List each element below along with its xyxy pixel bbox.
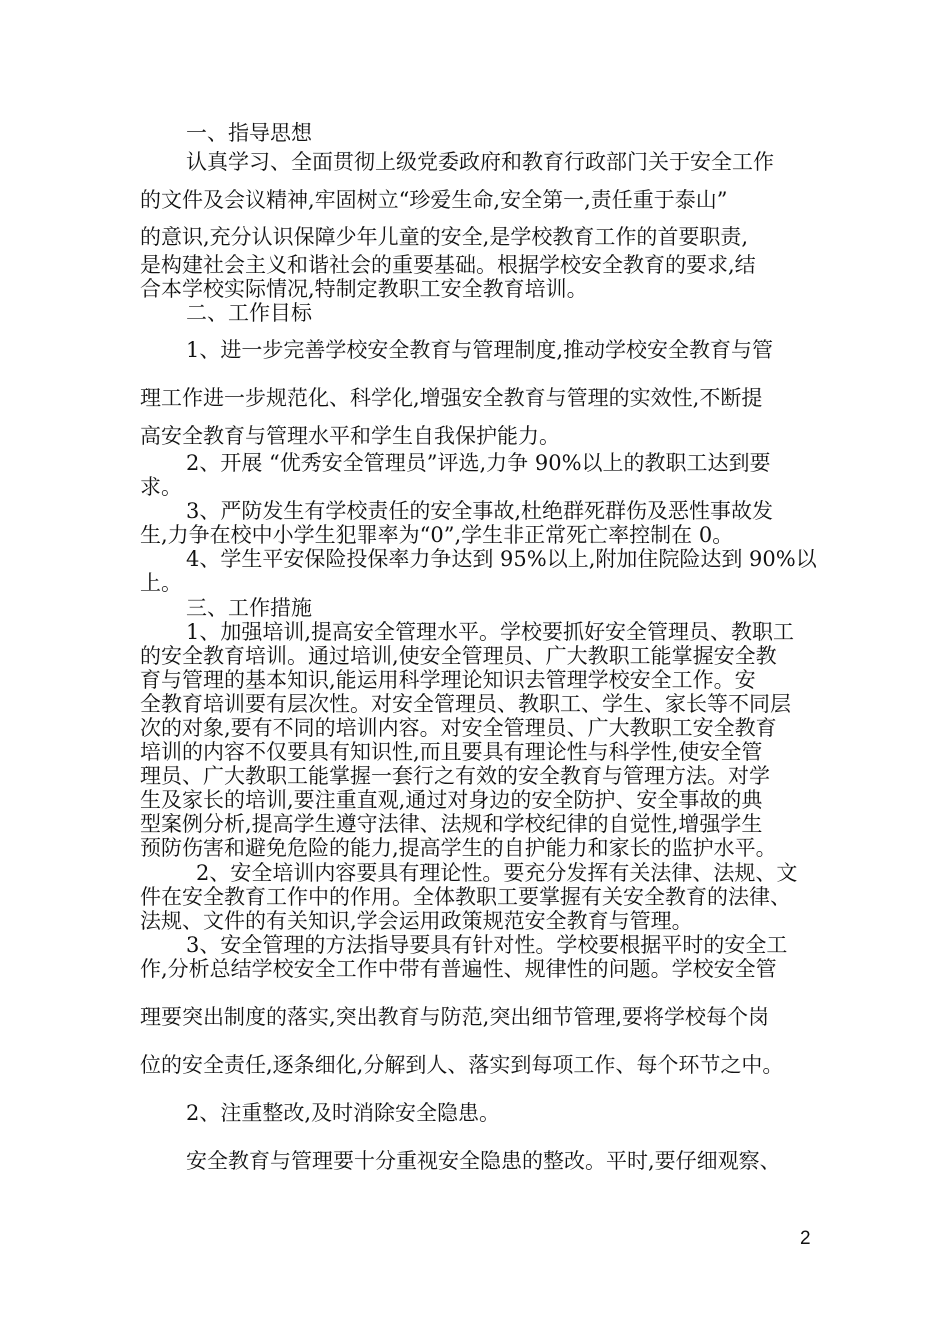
paragraph-line: 高安全教育与管理水平和学生自我保护能力。 — [140, 424, 560, 448]
paragraph-line: 培训的内容不仅要具有知识性,而且要具有理论性与科学性,使安全管 — [140, 740, 763, 764]
paragraph-line: 理要突出制度的落实,突出教育与防范,突出细节管理,要将学校每个岗 — [140, 1005, 770, 1029]
paragraph-line: 4、学生平安保险投保率力争达到 95%以上,附加住院险达到 90%以 — [186, 547, 817, 571]
paragraph-line: 求。 — [140, 475, 182, 499]
paragraph-line: 的意识,充分认识保障少年儿童的安全,是学校教育工作的首要职责, — [140, 225, 749, 249]
paragraph-line: 是构建社会主义和谐社会的重要基础。根据学校安全教育的要求,结 — [140, 253, 756, 277]
paragraph-line: 理员、广大教职工能掌握一套行之有效的安全教育与管理方法。对学 — [140, 764, 770, 788]
paragraph-line: 的安全教育培训。通过培训,使安全管理员、广大教职工能掌握安全教 — [140, 644, 777, 668]
paragraph-line: 育与管理的基本知识,能运用科学理论知识去管理学校安全工作。安 — [140, 668, 756, 692]
paragraph-line: 作,分析总结学校安全工作中带有普遍性、规律性的问题。学校安全管 — [140, 957, 777, 981]
paragraph-line: 2、安全培训内容要具有理论性。要充分发挥有关法律、法规、文 — [196, 861, 798, 885]
paragraph-line: 合本学校实际情况,特制定教职工安全教育培训。 — [140, 277, 588, 301]
paragraph-line: 的文件及会议精神,牢固树立“珍爱生命,安全第一,责任重于泰山” — [140, 188, 728, 212]
paragraph-line: 位的安全责任,逐条细化,分解到人、落实到每项工作、每个环节之中。 — [140, 1053, 784, 1077]
paragraph-line: 安全教育与管理要十分重视安全隐患的整改。平时,要仔细观察、 — [186, 1149, 781, 1173]
paragraph-line: 全教育培训要有层次性。对安全管理员、教职工、学生、家长等不同层 — [140, 692, 791, 716]
paragraph-line: 法规、文件的有关知识,学会运用政策规范安全教育与管理。 — [140, 909, 693, 933]
paragraph-line: 生,力争在校中小学生犯罪率为“0”,学生非正常死亡率控制在 0。 — [140, 523, 734, 547]
section-heading-work-goals: 二、工作目标 — [186, 301, 312, 325]
paragraph-line: 认真学习、全面贯彻上级党委政府和教育行政部门关于安全工作 — [186, 150, 774, 174]
section-heading-work-measures: 三、工作措施 — [186, 596, 312, 620]
paragraph-line: 2、注重整改,及时消除安全隐患。 — [186, 1101, 501, 1125]
paragraph-line: 3、严防发生有学校责任的安全事故,杜绝群死群伤及恶性事故发 — [186, 499, 774, 523]
paragraph-line: 次的对象,要有不同的培训内容。对安全管理员、广大教职工安全教育 — [140, 716, 777, 740]
paragraph-line: 1、加强培训,提高安全管理水平。学校要抓好安全管理员、教职工 — [186, 620, 795, 644]
paragraph-line: 3、安全管理的方法指导要具有针对性。学校要根据平时的安全工 — [186, 933, 788, 957]
paragraph-line: 预防伤害和避免危险的能力,提高学生的自护能力和家长的监护水平。 — [140, 836, 777, 860]
paragraph-line: 1、进一步完善学校安全教育与管理制度,推动学校安全教育与管 — [186, 338, 774, 362]
paragraph-line: 上。 — [140, 571, 182, 595]
paragraph-line: 生及家长的培训,要注重直观,通过对身边的安全防护、安全事故的典 — [140, 788, 763, 812]
section-heading-guiding-ideology: 一、指导思想 — [186, 121, 312, 145]
paragraph-line: 件在安全教育工作中的作用。全体教职工要掌握有关安全教育的法律、 — [140, 885, 791, 909]
paragraph-line: 2、开展 “优秀安全管理员”评选,力争 90%以上的教职工达到要 — [186, 451, 771, 475]
paragraph-line: 理工作进一步规范化、科学化,增强安全教育与管理的实效性,不断提 — [140, 386, 763, 410]
page-number: 2 — [800, 1228, 811, 1249]
paragraph-line: 型案例分析,提高学生遵守法律、法规和学校纪律的自觉性,增强学生 — [140, 812, 763, 836]
